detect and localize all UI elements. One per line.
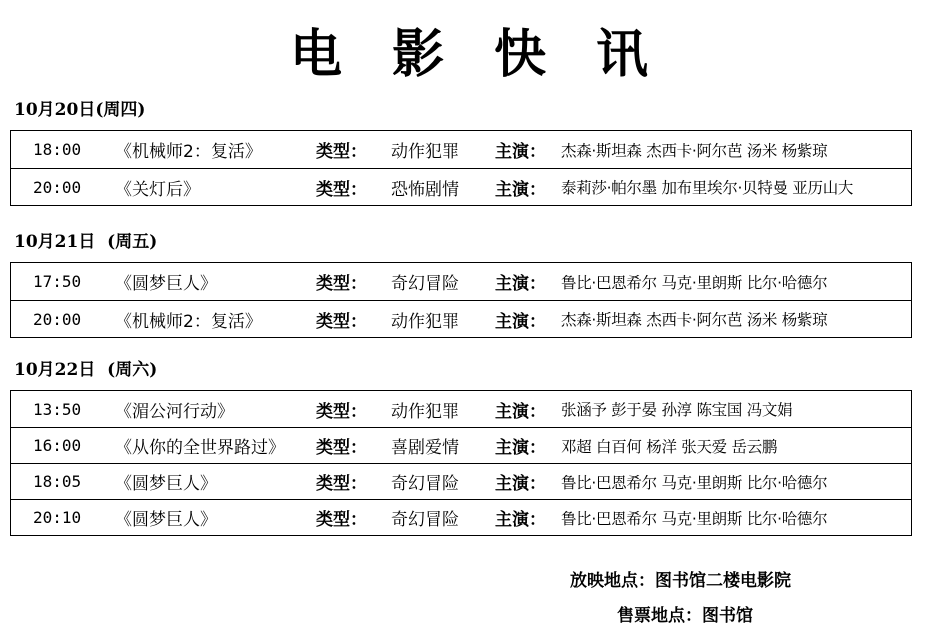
genre: 喜剧爱情 bbox=[391, 438, 459, 458]
genre-label: 类型： bbox=[316, 311, 367, 332]
day-heading-oct21: 10月21日 (周五) bbox=[14, 232, 158, 252]
cast-label: 主演： bbox=[495, 474, 546, 494]
table-row bbox=[11, 391, 911, 427]
genre-label: 类型： bbox=[316, 401, 367, 422]
table-row bbox=[11, 131, 911, 168]
cast: 泰莉莎·帕尔墨 加布里埃尔·贝特曼 亚历山大 bbox=[561, 179, 854, 197]
genre-label: 类型： bbox=[316, 438, 367, 458]
film-title: 《从你的全世界路过》 bbox=[115, 438, 285, 458]
film-title: 《圆梦巨人》 bbox=[115, 474, 217, 494]
film-title: 《关灯后》 bbox=[115, 179, 200, 200]
table-row bbox=[11, 300, 911, 337]
showtime: 18:00 bbox=[33, 140, 82, 159]
showtime: 20:10 bbox=[33, 508, 82, 527]
cast-label: 主演： bbox=[495, 510, 546, 530]
day-heading-oct22: 10月22日 (周六) bbox=[14, 360, 158, 380]
day-heading-oct20: 10月20日(周四) bbox=[14, 100, 146, 120]
table-row bbox=[11, 427, 911, 463]
genre: 恐怖剧情 bbox=[391, 179, 459, 200]
genre-label: 类型： bbox=[316, 179, 367, 200]
cast: 杰森·斯坦森 杰西卡·阿尔芭 汤米 杨紫琼 bbox=[561, 141, 828, 160]
table-row bbox=[11, 263, 911, 300]
schedule-table-oct22 bbox=[10, 390, 912, 536]
title-char: 电 bbox=[289, 23, 342, 85]
schedule-table-oct21 bbox=[10, 262, 912, 338]
showtime: 13:50 bbox=[33, 399, 82, 419]
cast-label: 主演： bbox=[495, 179, 546, 200]
genre-label: 类型： bbox=[316, 510, 367, 530]
genre: 动作犯罪 bbox=[391, 142, 459, 162]
page-title bbox=[0, 14, 938, 84]
ticket-location: 售票地点：图书馆 bbox=[617, 606, 753, 626]
title-char: 讯 bbox=[596, 23, 649, 85]
film-title: 《机械师2：复活》 bbox=[115, 142, 262, 162]
cast: 鲁比·巴恩希尔 马克·里朗斯 比尔·哈德尔 bbox=[561, 473, 828, 492]
title-char: 快 bbox=[494, 23, 547, 85]
genre: 动作犯罪 bbox=[391, 311, 459, 332]
genre: 奇幻冒险 bbox=[391, 474, 459, 494]
cast-label: 主演： bbox=[495, 401, 546, 422]
showtime: 20:00 bbox=[33, 177, 82, 197]
film-title: 《圆梦巨人》 bbox=[115, 274, 217, 294]
cast: 邓超 白百何 杨洋 张天爱 岳云鹏 bbox=[561, 437, 778, 456]
table-row bbox=[11, 168, 911, 205]
genre: 奇幻冒险 bbox=[391, 274, 459, 294]
schedule-table-oct20 bbox=[10, 130, 912, 206]
cast-label: 主演： bbox=[495, 142, 546, 162]
showtime: 16:00 bbox=[33, 436, 82, 455]
table-row bbox=[11, 499, 911, 535]
cast-label: 主演： bbox=[495, 438, 546, 458]
showtime: 20:00 bbox=[33, 309, 82, 329]
film-title: 《机械师2：复活》 bbox=[115, 311, 262, 332]
cast: 杰森·斯坦森 杰西卡·阿尔芭 汤米 杨紫琼 bbox=[561, 311, 828, 329]
cast: 鲁比·巴恩希尔 马克·里朗斯 比尔·哈德尔 bbox=[561, 509, 828, 528]
genre-label: 类型： bbox=[316, 274, 367, 294]
screening-location: 放映地点：图书馆二楼电影院 bbox=[570, 571, 791, 591]
cast-label: 主演： bbox=[495, 311, 546, 332]
genre: 动作犯罪 bbox=[391, 401, 459, 422]
genre-label: 类型： bbox=[316, 474, 367, 494]
genre-label: 类型： bbox=[316, 142, 367, 162]
genre: 奇幻冒险 bbox=[391, 510, 459, 530]
cast: 鲁比·巴恩希尔 马克·里朗斯 比尔·哈德尔 bbox=[561, 273, 828, 292]
showtime: 17:50 bbox=[33, 272, 82, 291]
cast-label: 主演： bbox=[495, 274, 546, 294]
film-title: 《湄公河行动》 bbox=[115, 401, 234, 422]
cast: 张涵予 彭于晏 孙淳 陈宝国 冯文娟 bbox=[561, 401, 793, 419]
title-char: 影 bbox=[391, 23, 444, 85]
showtime: 18:05 bbox=[33, 472, 82, 491]
film-title: 《圆梦巨人》 bbox=[115, 510, 217, 530]
table-row bbox=[11, 463, 911, 499]
